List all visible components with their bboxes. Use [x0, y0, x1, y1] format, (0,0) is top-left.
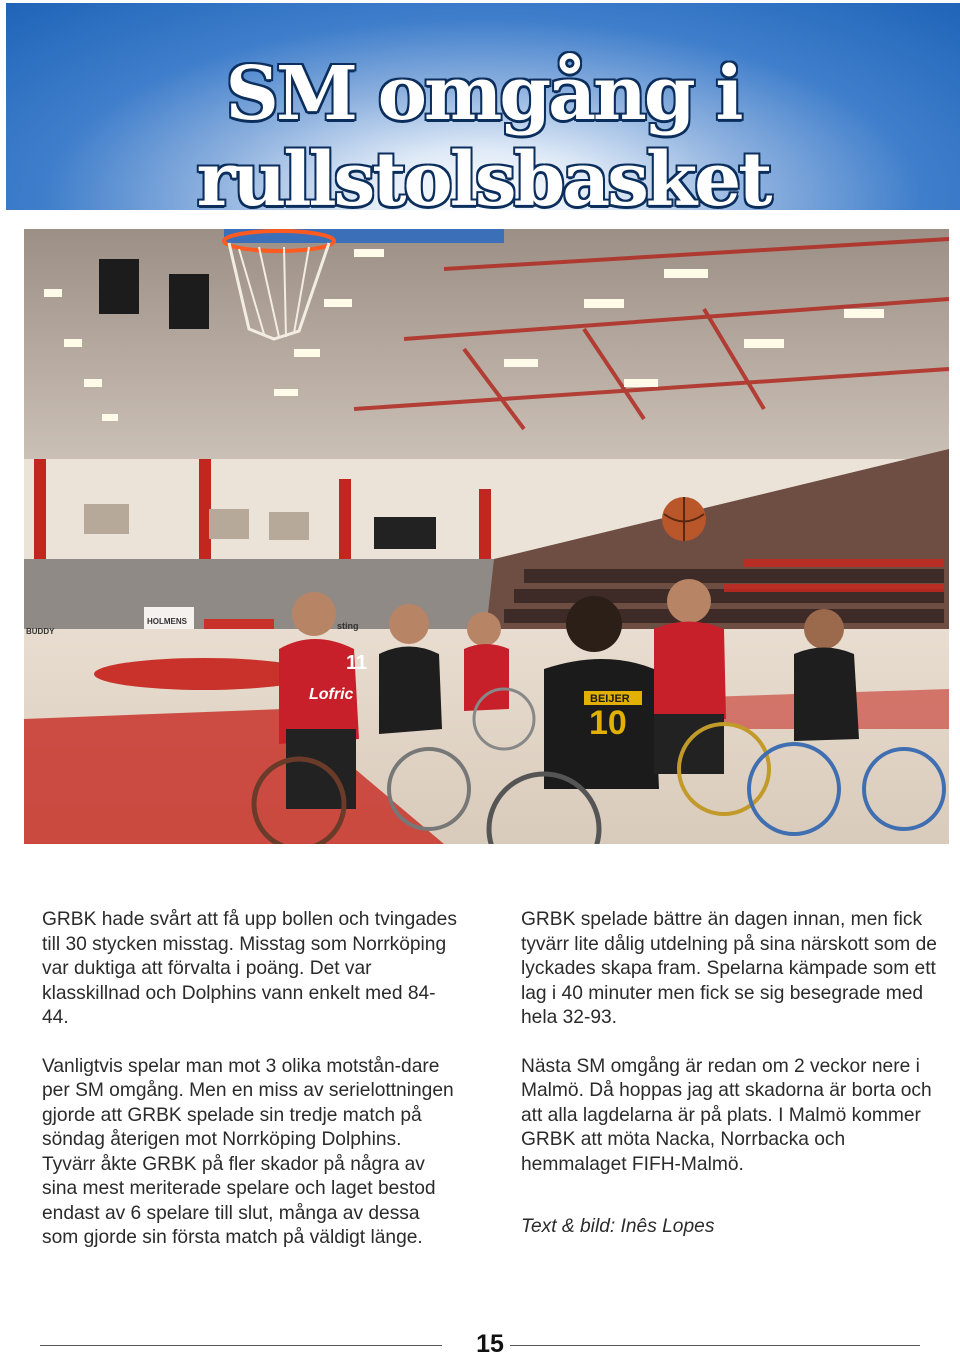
article-column-right [521, 908, 941, 1264]
paragraph: GRBK hade svårt att få upp bollen och tvingades till 30 stycken misstag. Misstag som Norrköping var duktiga att förvalta i poäng. Det var klasskillnad och Dolphins vann enkelt med 84-44. [42, 909, 457, 1028]
jersey-number-11: 11 [346, 652, 368, 674]
paragraph: Vanligtvis spelar man mot 3 olika motstån-dare per SM omgång. Men en miss av serielottningen gjorde att GRBK spelade sin tredje match på söndag återigen mot Norrköping Dolphins. Tyvärr åkte GRBK på fler skador på några av sina mest meriterade spelare och laget bestod endast av 6 spelare till slut, många av dessa som gjorde sin första match på väldigt länge. [42, 1055, 454, 1248]
footer-rule-right [510, 1345, 920, 1346]
buddy-ad: BUDDY [26, 627, 55, 636]
page-number: 15 [476, 1330, 504, 1358]
jersey-number-10: 10 [589, 704, 627, 742]
page-footer [40, 1330, 920, 1358]
wheelchair-basketball-photo [24, 229, 949, 844]
paragraph: GRBK spelade bättre än dagen innan, men fick tyvärr lite dålig utdelning på sina närskott som de lyckades skapa fram. Spelarna kämpade som ett lag i 40 minuter men fick se sig besegrade med hela 32-93. [521, 909, 937, 1028]
article-column-left [42, 908, 457, 1275]
photo-credit: Text & bild: Inês Lopes [521, 1216, 715, 1237]
sting-ad: sting [337, 621, 359, 631]
title-banner [6, 3, 960, 223]
footer-rule-left [40, 1345, 442, 1346]
holmens-ad: HOLMENS [147, 617, 187, 626]
lofric-ad-left: Lofric [309, 686, 354, 703]
beijer-ad: BEIJER [590, 693, 630, 705]
page-title: SM omgång i rullstolsbasket [196, 51, 770, 223]
paragraph: Nästa SM omgång är redan om 2 veckor nere i Malmö. Då hoppas jag att skadorna är borta och att alla lagdelarna är på plats. I Malmö kommer GRBK att möta Nacka, Norrbacka och hemmalaget FIFH-Malmö. [521, 1055, 932, 1175]
